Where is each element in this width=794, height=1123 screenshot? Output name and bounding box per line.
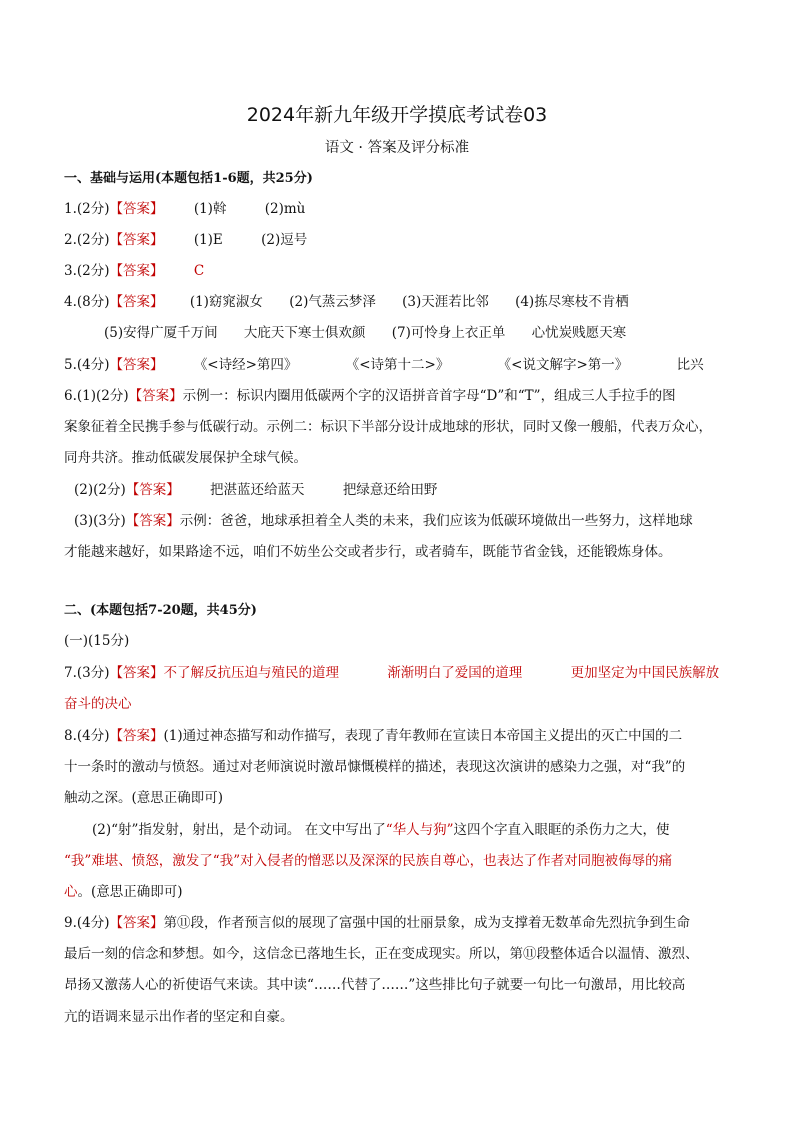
q6-2-b: 把绿意还给田野 xyxy=(342,482,438,498)
q8-line1: (1)通过神态描写和动作描写，表现了青年教师在宣读日本帝国主义提出的灭亡中国的二 xyxy=(163,728,683,744)
answer-q3 xyxy=(64,262,204,280)
answer-q8-line2: 十一条时的激动与愤怒。通过对老师演说时激昂慷慨模样的描述，表现这次演讲的感染力之强，对“我”的 xyxy=(64,759,686,775)
answer-q9-line2: 最后一刻的信念和梦想。如今，这信念已落地生长，正在变成现实。所以，第⑪段整体适合以温情、激烈、 xyxy=(64,946,699,962)
q8-2-line3-red: 心 xyxy=(64,884,78,900)
q8-2-b: 这四个字直入眼眶的杀伤力之大，使 xyxy=(453,822,670,838)
answer-q6-3-line2: 才能越来越好，如果路途不远，咱们不妨坐公交或者步行，或者骑车，既能节省金钱，还能锻炼身体。 xyxy=(64,544,672,560)
q7-c: 更加坚定为中国民族解放 xyxy=(570,665,720,681)
answer-q8-2-line2: “我”难堪、愤怒，激发了“我”对入侵者的憎恶以及深深的民族自尊心，也表达了作者对同胞被侮辱的痛 xyxy=(64,853,673,869)
answer-q9-line4: 亢的语调来显示出作者的坚定和自豪。 xyxy=(64,1009,294,1025)
q4-h: 心忧炭贱愿天寒 xyxy=(531,325,627,341)
q8-tag: 【答案】 xyxy=(109,728,164,744)
q4-c: (3)天涯若比邻 xyxy=(402,294,489,310)
q5-tag: 【答案】 xyxy=(109,357,164,373)
q4-e: (5)安得广厦千万间 xyxy=(104,325,218,341)
answer-q6-3 xyxy=(74,512,693,530)
answer-q9 xyxy=(64,914,690,932)
q6-3-line1: 示例：爸爸，地球承担着全人类的未来，我们应该为低碳环境做出一些努力，这样地球 xyxy=(179,513,693,529)
q6-2-a: 把湛蓝还给蓝天 xyxy=(210,482,305,498)
answer-q8-line3: 触动之深。(意思正确即可) xyxy=(64,790,224,806)
q3-prefix: 3.(2分) xyxy=(64,263,110,279)
answer-q2 xyxy=(64,231,307,249)
q2-prefix: 2.(2分) xyxy=(64,232,110,248)
q3-tag: 【答案】 xyxy=(109,263,164,279)
answer-q1 xyxy=(64,200,305,218)
q2-a: (1)E xyxy=(193,232,223,248)
q9-line1: 第⑪段，作者预言似的展现了富强中国的壮丽景象，成为支撑着无数革命先烈抗争到生命 xyxy=(163,915,691,931)
q5-prefix: 5.(4分) xyxy=(64,357,110,373)
q6-1-line1: 示例一：标识内圈用低碳两个字的汉语拼音首字母“D”和“T”，组成三人手拉手的图 xyxy=(182,388,676,404)
q1-prefix: 1.(2分) xyxy=(64,201,110,217)
q5-b: 《<诗第十二>》 xyxy=(345,357,450,373)
answer-q6-1 xyxy=(64,387,676,405)
answer-q8-2 xyxy=(92,821,670,839)
q8-2-line3: 。(意思正确即可) xyxy=(77,884,183,900)
q6-2-tag: 【答案】 xyxy=(125,482,180,498)
answer-q6-2 xyxy=(74,481,437,499)
section-heading-2: 二、(本题包括7-20题，共45分) xyxy=(64,603,257,618)
q4-g: (7)可怜身上衣正单 xyxy=(391,325,506,341)
q4-prefix: 4.(8分) xyxy=(64,294,110,310)
q2-tag: 【答案】 xyxy=(109,232,164,248)
q6-2-prefix: (2)(2分) xyxy=(74,482,126,498)
answer-q8 xyxy=(64,727,682,745)
q8-2-red1: “华人与狗” xyxy=(385,822,454,838)
q6-tag: 【答案】 xyxy=(128,388,183,404)
answer-q8-2-line3 xyxy=(64,883,183,901)
section-2-part-1: (一)(15分) xyxy=(64,633,130,649)
q5-d: 比兴 xyxy=(676,357,704,373)
section-heading-1: 一、基础与运用(本题包括1-6题，共25分) xyxy=(64,171,313,186)
q4-b: (2)气蒸云梦泽 xyxy=(289,294,376,310)
page-subtitle: 语文 · 答案及评分标准 xyxy=(324,140,470,156)
answer-q4-cont xyxy=(104,324,626,342)
q6-3-tag: 【答案】 xyxy=(125,513,180,529)
q4-f: 大庇天下寒士俱欢颜 xyxy=(243,325,366,341)
q9-tag: 【答案】 xyxy=(109,915,164,931)
answer-q6-1-line3: 同舟共济。推动低碳发展保护全球气候。 xyxy=(64,450,307,466)
answer-q5 xyxy=(64,356,704,374)
q1-tag: 【答案】 xyxy=(109,201,164,217)
answer-q7 xyxy=(64,664,719,682)
q6-3-prefix: (3)(3分) xyxy=(74,513,126,529)
q4-d: (4)拣尽寒枝不肯栖 xyxy=(515,294,629,310)
q8-prefix: 8.(4分) xyxy=(64,728,110,744)
q9-prefix: 9.(4分) xyxy=(64,915,110,931)
q4-a: (1)窈窕淑女 xyxy=(189,294,263,310)
q4-tag: 【答案】 xyxy=(109,294,164,310)
q8-2-a: (2)“射”指发射，射出，是个动词。 在文中写出了 xyxy=(92,822,386,838)
q2-b: (2)逗号 xyxy=(261,232,308,248)
answer-q4 xyxy=(64,293,629,311)
answer-q6-1-line2: 案象征着全民携手参与低碳行动。示例二：标识下半部分设计成地球的形状，同时又像一艘船，代表万众心， xyxy=(64,419,712,435)
q5-a: 《<诗经>第四》 xyxy=(193,357,298,373)
answer-q9-line3: 昂扬又激荡人心的祈使语气来读。其中读“……代替了……”这些排比句子就要一句比一句激昂，用比较高 xyxy=(64,977,686,993)
q1-b: (2)mù xyxy=(264,201,306,217)
q7-b: 渐渐明白了爱国的道理 xyxy=(387,665,523,681)
answer-q7-line2: 奋斗的决心 xyxy=(64,696,132,712)
q5-c: 《<说文解字>第一》 xyxy=(497,357,629,373)
q7-prefix: 7.(3分) xyxy=(64,665,110,681)
q7-tag: 【答案】 xyxy=(109,665,164,681)
q7-a: 不了解反抗压迫与殖民的道理 xyxy=(163,665,340,681)
q6-prefix: 6.(1)(2分) xyxy=(64,388,129,404)
q1-a: (1)斡 xyxy=(193,201,227,217)
q3-a: C xyxy=(193,263,205,279)
page-title: 2024年新九年级开学摸底考试卷03 xyxy=(246,104,548,126)
